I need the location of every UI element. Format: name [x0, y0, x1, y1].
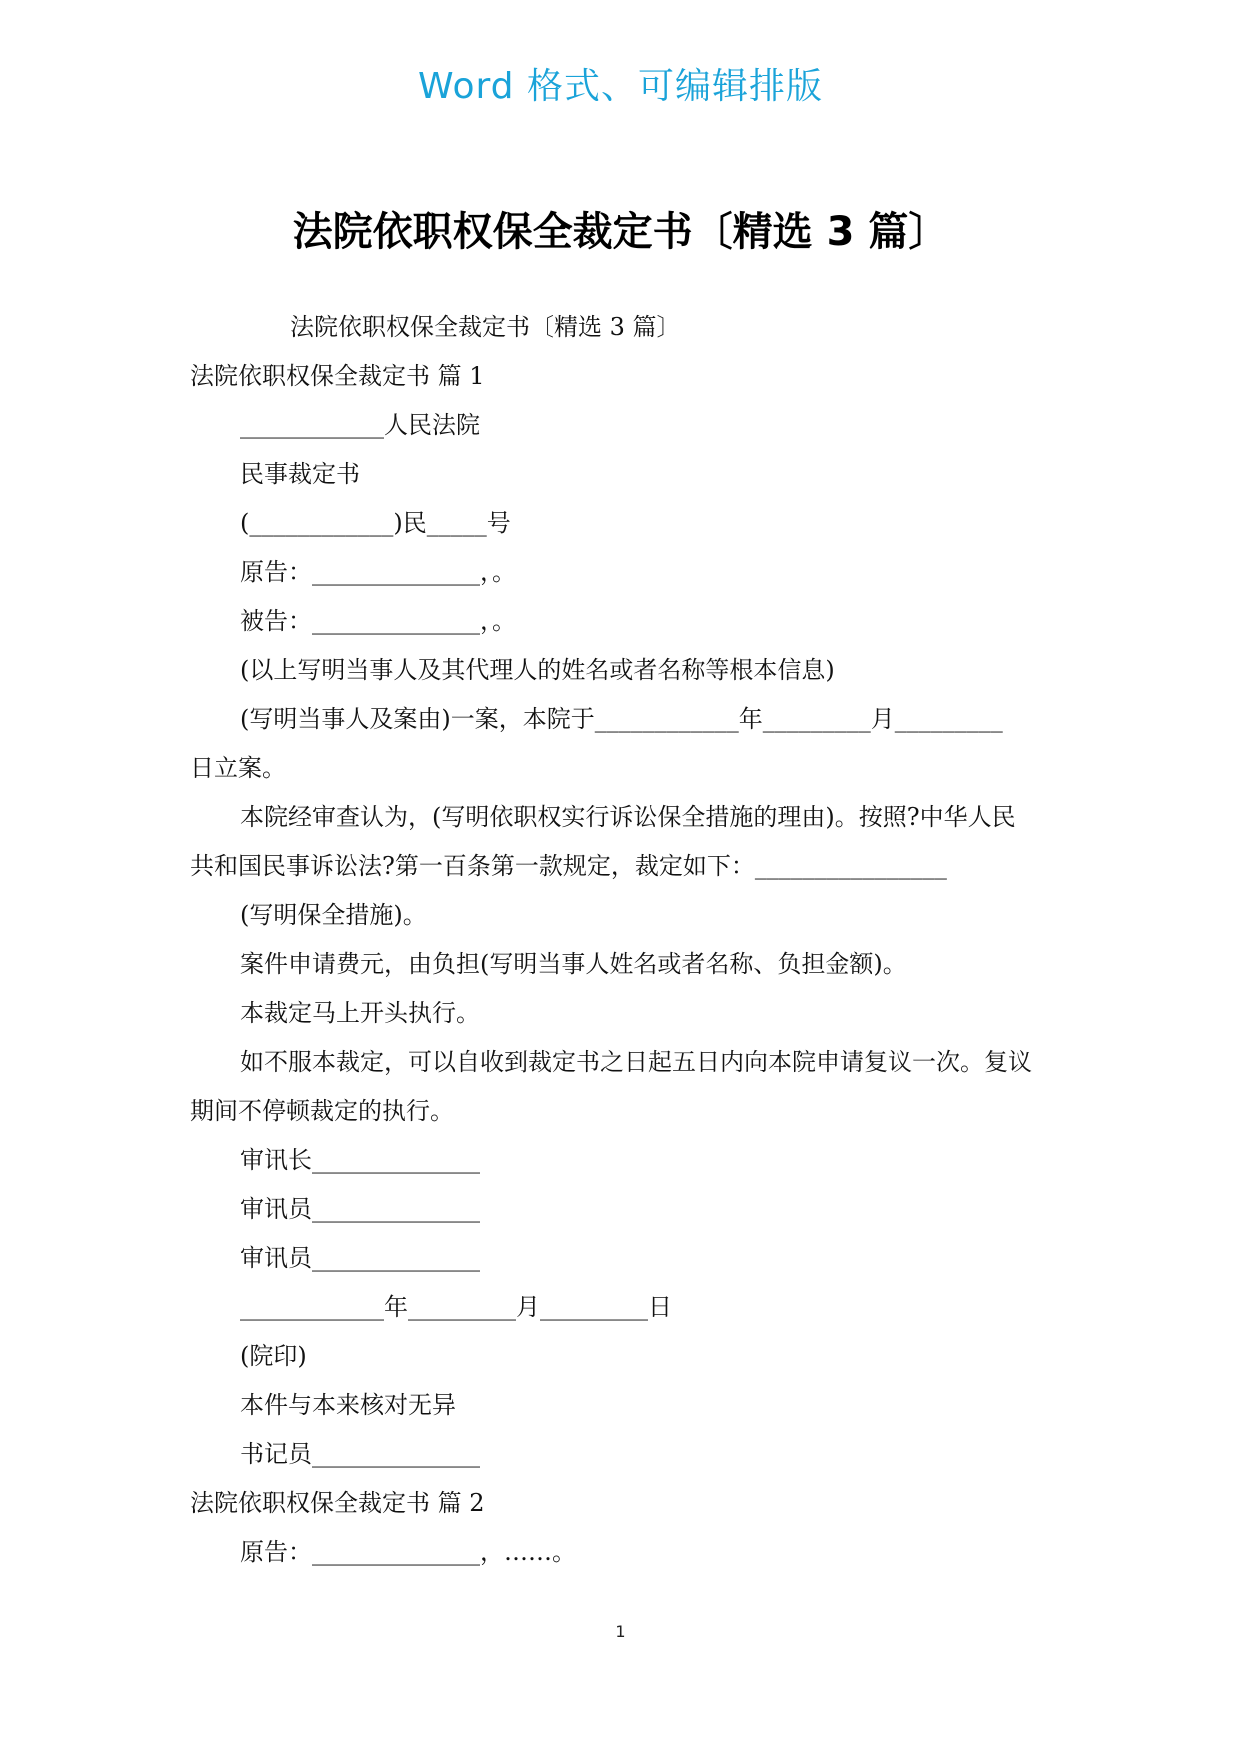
body-line: ____________人民法院: [240, 411, 480, 439]
body-line: 本件与本来核对无异: [240, 1391, 456, 1419]
body-line: 民事裁定书: [240, 460, 360, 488]
document-header-banner: Word 格式、可编辑排版: [418, 66, 823, 107]
body-line: 本院经审查认为，(写明依职权实行诉讼保全措施的理由)。按照?中华人民: [240, 803, 1016, 831]
page-number: 1: [615, 1622, 626, 1641]
body-line: (____________)民_____号: [240, 509, 511, 537]
body-line: 审讯员______________: [240, 1195, 480, 1223]
body-line: (写明当事人及案由)一案，本院于____________年_________月_________: [240, 705, 1003, 733]
document-body: [190, 303, 1050, 1577]
body-line: 被告：______________，。: [240, 607, 516, 635]
body-line: ____________年_________月_________日: [240, 1293, 672, 1321]
body-line: 法院依职权保全裁定书 篇 1: [190, 362, 485, 390]
body-line: 审讯员______________: [240, 1244, 480, 1272]
body-line: 共和国民事诉讼法?第一百条第一款规定，裁定如下：________________: [190, 852, 947, 880]
body-line: 法院依职权保全裁定书 篇 2: [190, 1489, 485, 1517]
body-line: 书记员______________: [240, 1440, 480, 1468]
body-line: 法院依职权保全裁定书〔精选 3 篇〕: [290, 313, 681, 341]
body-line: 原告：______________，……。: [240, 1538, 576, 1566]
body-line: 案件申请费元，由负担(写明当事人姓名或者名称、负担金额)。: [240, 950, 907, 978]
body-line: 期间不停顿裁定的执行。: [190, 1097, 454, 1125]
body-line: 原告：______________，。: [240, 558, 516, 586]
body-line: 日立案。: [190, 754, 286, 782]
body-line: 审讯长______________: [240, 1146, 480, 1174]
body-line: 本裁定马上开头执行。: [240, 999, 480, 1027]
document-title: 法院依职权保全裁定书〔精选 3 篇〕: [292, 209, 949, 255]
body-line: (写明保全措施)。: [240, 901, 427, 929]
body-line: (以上写明当事人及其代理人的姓名或者名称等根本信息): [240, 656, 835, 684]
body-line: 如不服本裁定，可以自收到裁定书之日起五日内向本院申请复议一次。复议: [240, 1048, 1032, 1076]
body-line: (院印): [240, 1342, 307, 1370]
